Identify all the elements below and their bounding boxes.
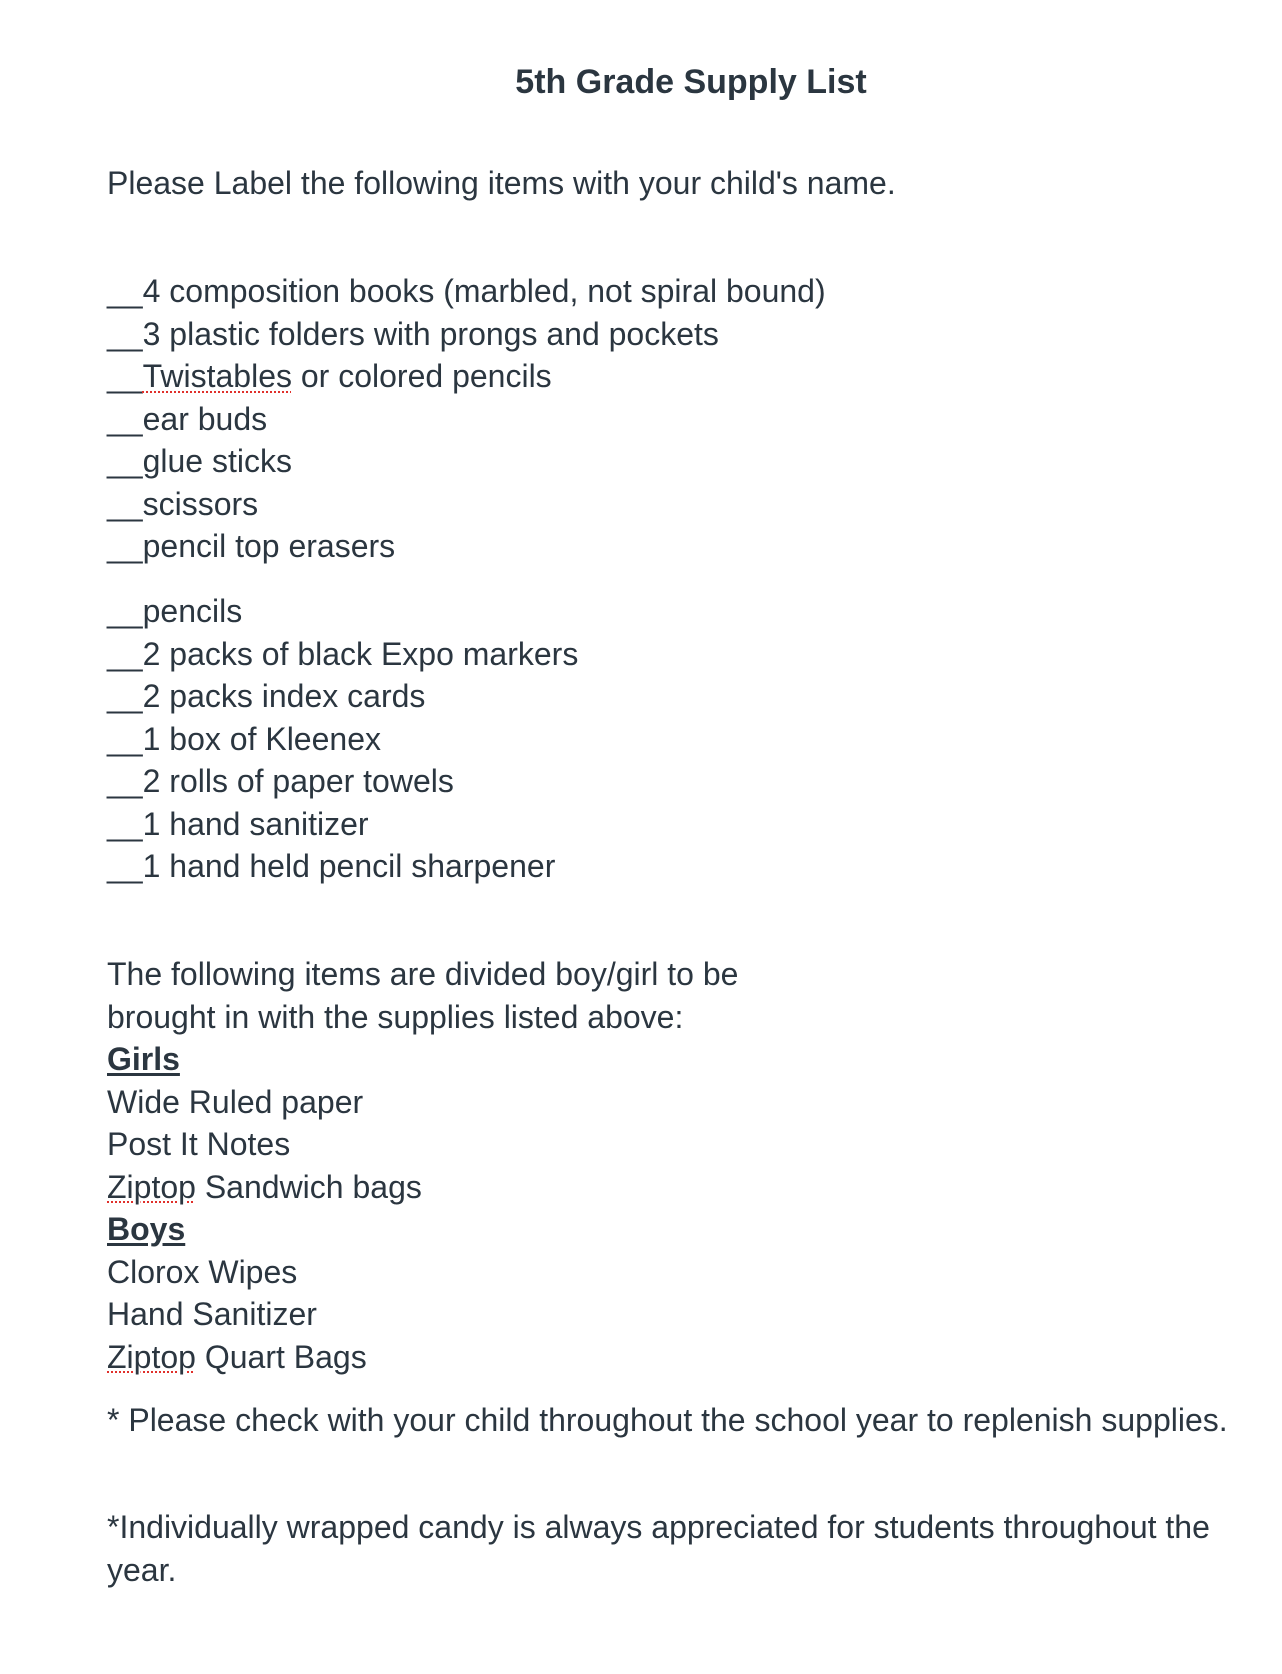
list-item [107,525,1267,568]
checkbox-blank: __ [107,848,143,884]
list-item [107,675,1267,718]
list-item [107,760,1267,803]
item-text: 2 rolls of paper towels [142,763,454,799]
item-text: glue sticks [142,443,292,479]
checkbox-blank: __ [107,805,143,842]
item-text: pencil top erasers [142,528,396,564]
misspelled-word: Ziptop [107,1338,196,1375]
candy-note: *Individually wrapped candy is always appreciated for students throughout the year. [107,1509,1210,1588]
divided-intro-line-1: The following items are divided boy/girl to be [107,956,739,992]
checkbox-blank: __ [107,315,143,352]
item-text: Quart Bags [195,1338,367,1375]
item-text: 3 plastic folders with prongs and pockets [142,315,719,352]
list-item [107,845,1267,888]
checkbox-blank: __ [107,273,143,309]
replenish-note: * Please check with your child throughout the school year to replenish supplies. [107,1402,1228,1438]
item-text: 1 hand sanitizer [142,805,369,842]
divided-items-section [107,953,1267,1378]
list-item: Clorox Wipes [107,1253,298,1290]
list-item [107,398,1267,441]
checkbox-blank: __ [107,635,143,672]
checkbox-blank: __ [107,443,143,479]
misspelled-word: Twistables [142,358,292,394]
list-item: Post It Notes [107,1126,291,1162]
checkbox-blank: __ [107,485,143,522]
checkbox-blank: __ [107,528,143,564]
list-item [107,483,1267,526]
item-text: 2 packs index cards [142,678,426,714]
list-item [107,590,1267,633]
divided-intro-line-2: brought in with the supplies listed above: [107,998,684,1035]
supply-list-1 [107,270,1267,568]
list-item [107,718,1267,761]
checkbox-blank: __ [107,678,143,714]
item-text: pencils [142,593,243,629]
label-instruction: Please Label the following items with your child's name. [107,165,896,201]
list-item [107,803,1267,846]
checkbox-blank: __ [107,358,143,394]
checkbox-blank: __ [107,593,143,629]
boys-heading: Boys [107,1211,186,1247]
list-item [107,313,1267,356]
list-item [107,270,1267,313]
list-item [107,355,1267,398]
item-text: Sandwich bags [195,1168,422,1205]
checkbox-blank: __ [107,720,143,757]
item-text: scissors [142,485,259,522]
checkbox-blank: __ [107,763,143,799]
list-item [107,633,1267,676]
misspelled-word: Ziptop [107,1168,196,1205]
item-text: 1 box of Kleenex [142,720,381,757]
item-text: ear buds [142,400,268,437]
item-text: 4 composition books (marbled, not spiral bound) [142,273,826,309]
page-title: 5th Grade Supply List [515,63,867,101]
list-item: Hand Sanitizer [107,1296,317,1332]
list-item [107,440,1267,483]
list-item [107,1336,1267,1379]
supply-list-2 [107,590,1267,888]
list-item [107,1166,1267,1209]
item-text: or colored pencils [291,358,552,394]
item-text: 2 packs of black Expo markers [142,635,579,672]
item-text: 1 hand held pencil sharpener [142,848,556,884]
list-item: Wide Ruled paper [107,1083,364,1120]
girls-heading: Girls [107,1041,180,1077]
checkbox-blank: __ [107,400,143,437]
